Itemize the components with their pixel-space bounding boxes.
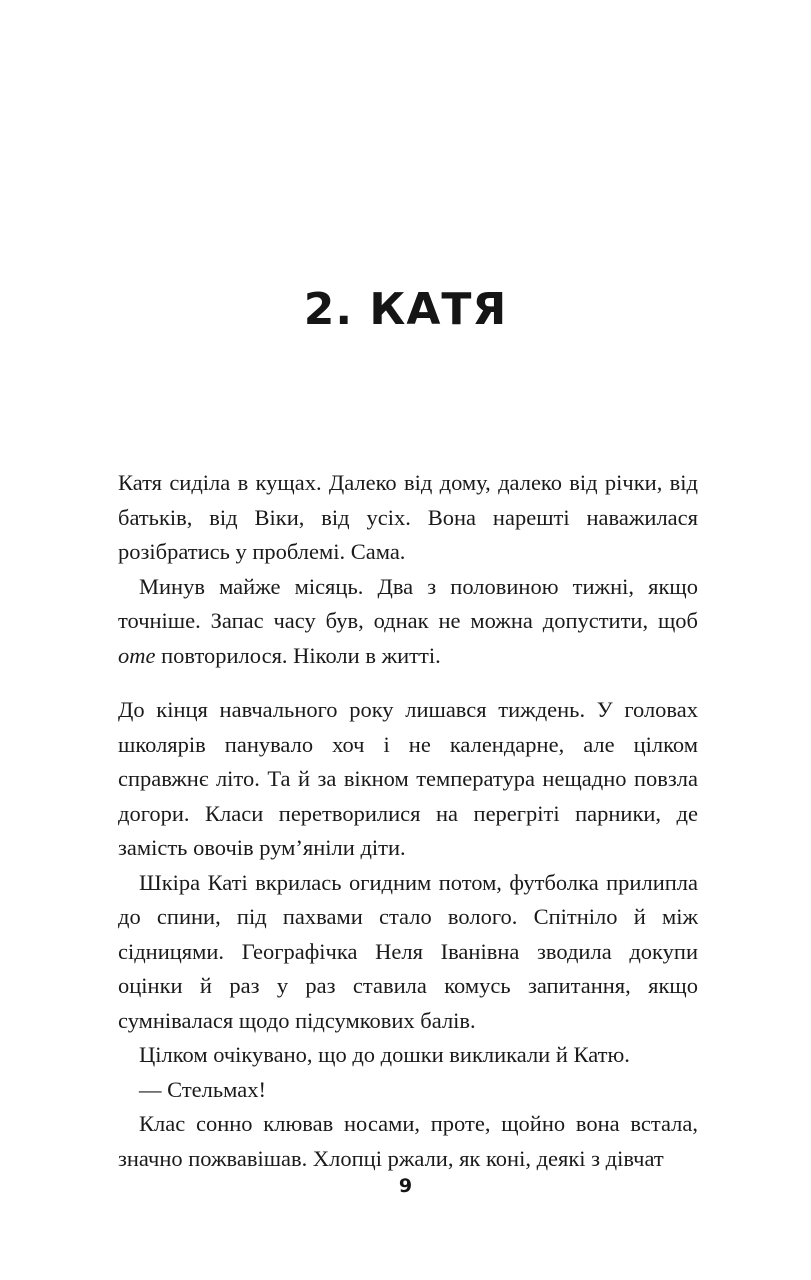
paragraph-3: До кінця навчального року лишався тиждень. У головах школярів панувало хоч і не календарне, але цілком справжнє літо. Та й за вікном температура нещадно повзла догори. Класи перетворилися на перегріті парники, де замість овочів рум’яніли діти. xyxy=(118,697,698,860)
chapter-title: 2. КАТЯ xyxy=(303,284,508,335)
paragraph-2-italic-word: оте xyxy=(118,642,156,668)
paragraph-2-part-2: повторилося. Ніколи в житті. xyxy=(155,642,441,668)
section-1 xyxy=(118,466,698,673)
paragraph-1: Катя сиділа в кущах. Далеко від дому, далеко від річки, від батьків, від Віки, від усіх. Вона нарешті наважилася розібратись у проблемі. Сама. xyxy=(118,470,698,564)
paragraph-2 xyxy=(118,570,698,674)
paragraph-4: Шкіра Каті вкрилась огидним потом, футболка прилипла до спини, під пахвами стало волого. Спітніло й між сідницями. Географічка Неля Іванівна зводила докупи оцінки й раз у раз ставила комусь запитання, якщо сумнівалася щодо підсумкових балів. xyxy=(118,869,698,1033)
paragraph-5: Цілком очікувано, що до дошки викликали й Катю. xyxy=(139,1042,630,1067)
paragraph-2-part-1: Минув майже місяць. Два з половиною тижні, якщо точніше. Запас часу був, однак не можна допустити, щоб xyxy=(118,573,698,633)
paragraph-6: Клас сонно клював носами, проте, щойно вона встала, значно пожвавішав. Хлопці ржали, як коні, деякі з дівчат xyxy=(118,1111,698,1171)
page-number: 9 xyxy=(398,1175,413,1197)
dialogue-line: — Стельмах! xyxy=(139,1076,266,1102)
section-2 xyxy=(118,693,698,1176)
